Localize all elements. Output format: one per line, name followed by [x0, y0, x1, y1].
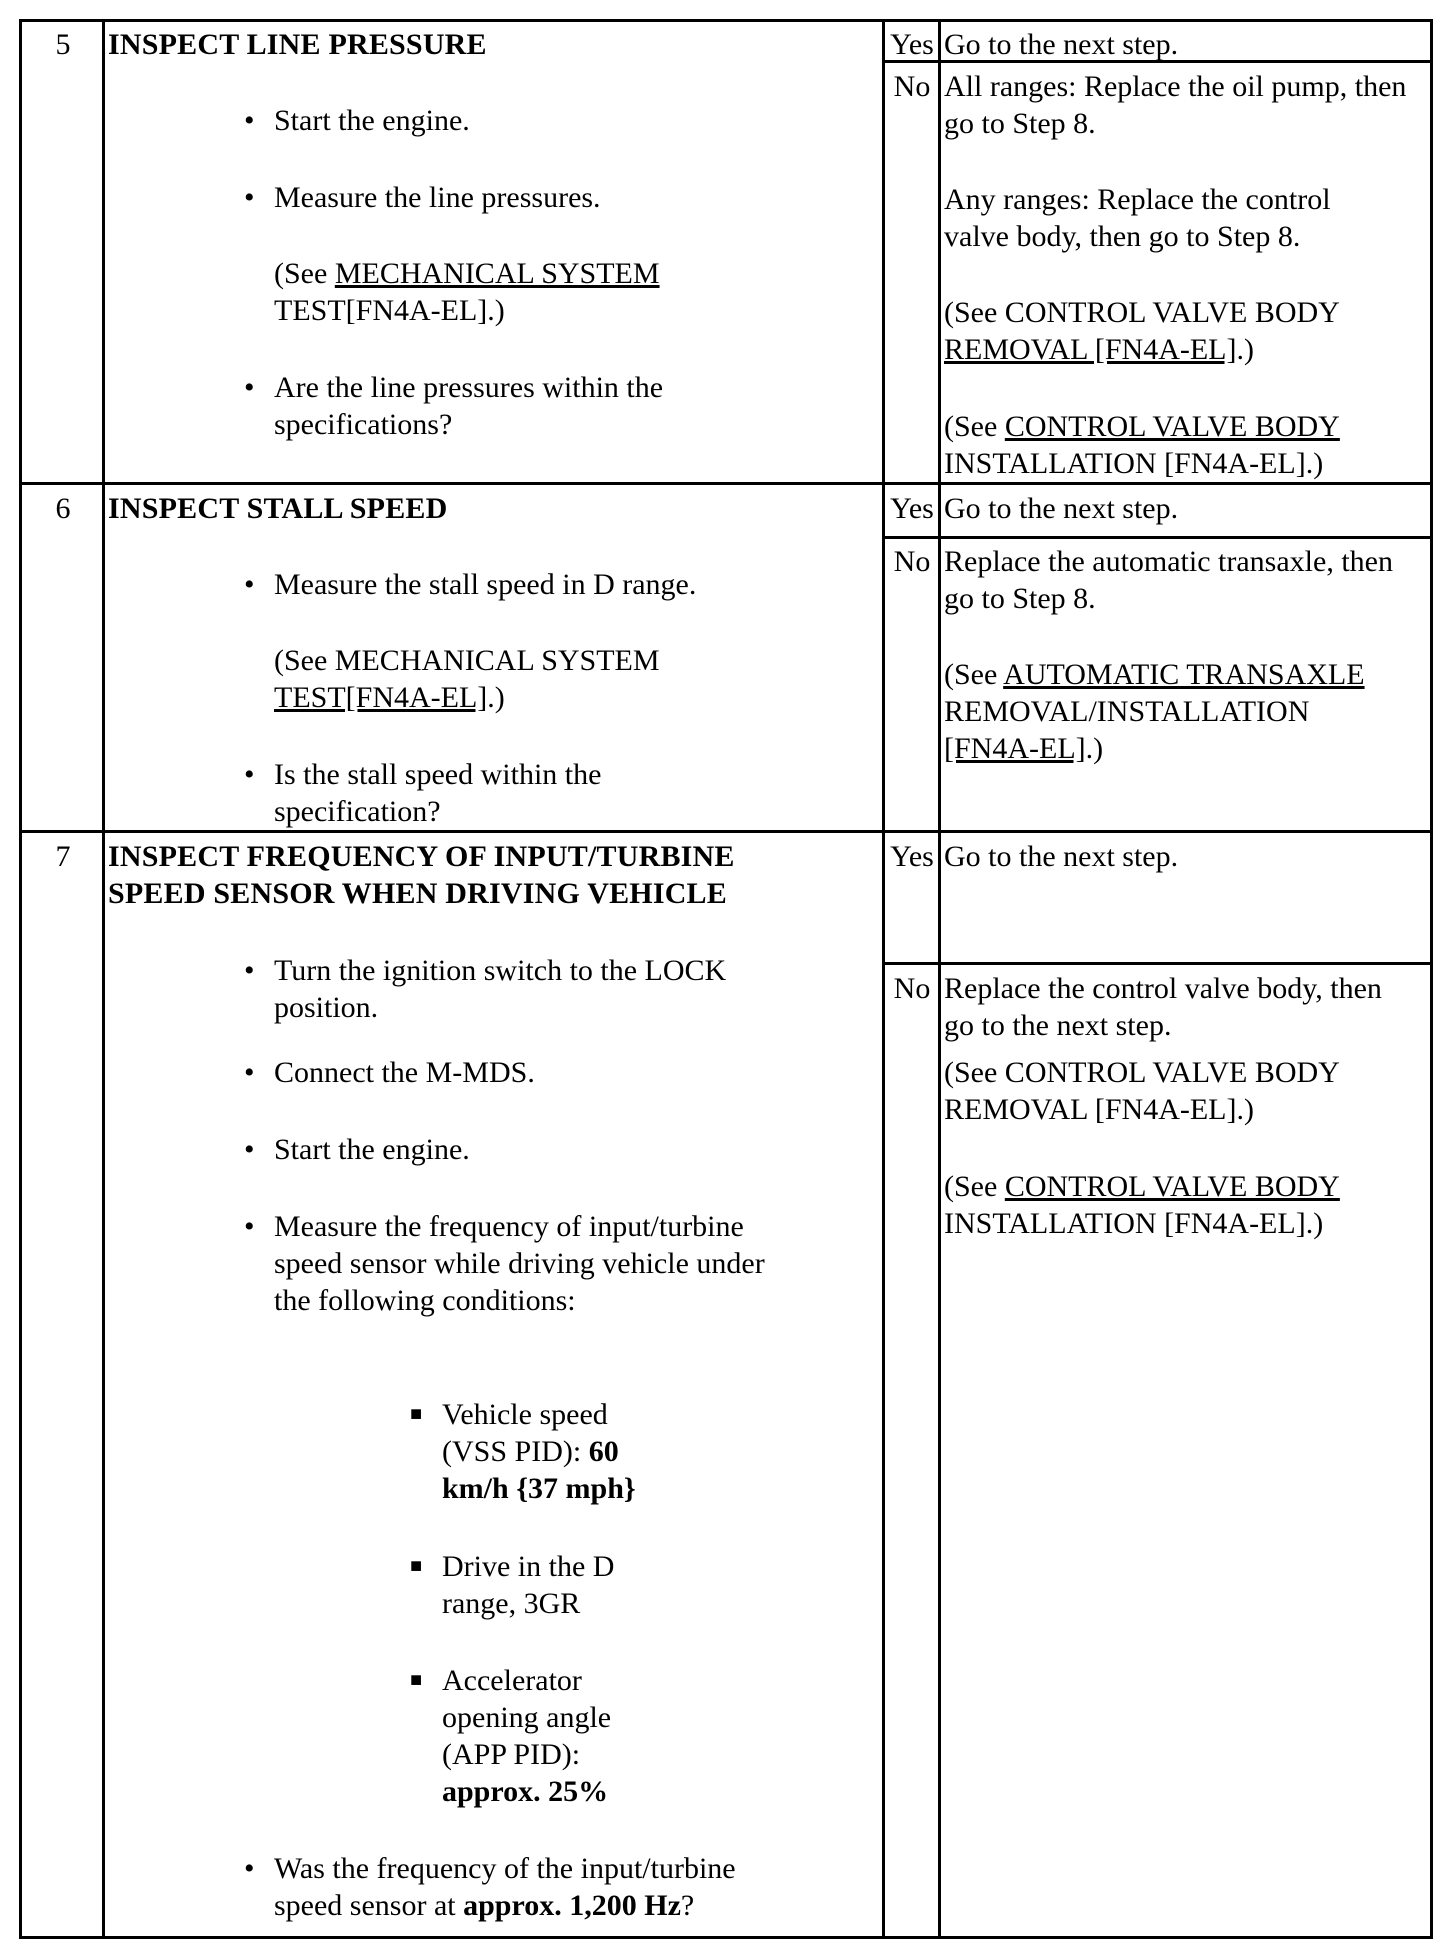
- no-action: Any ranges: Replace the control valve body, then go to Step 8.: [944, 183, 1331, 253]
- automatic-transaxle-link[interactable]: AUTOMATIC TRANSAXLE: [1003, 658, 1365, 691]
- action-item: • Start the engine.: [244, 1133, 470, 1166]
- bullet-icon: •: [244, 181, 255, 214]
- square-bullet-icon: ■: [410, 1669, 423, 1691]
- step-number: 7: [55, 840, 71, 873]
- action-item: • Measure the line pressures.: [244, 181, 601, 214]
- step-number: 5: [55, 28, 71, 61]
- yes-label: Yes: [890, 492, 934, 525]
- condition-item: ■ Accelerator opening angle (APP PID): approx. 25%: [410, 1664, 612, 1808]
- action-item: • Was the frequency of the input/turbine speed sensor at approx. 1,200 Hz?: [244, 1852, 736, 1922]
- bullet-icon: •: [244, 1210, 255, 1243]
- step-title: INSPECT FREQUENCY OF INPUT/TURBINE SPEED SENSOR WHEN DRIVING VEHICLE: [108, 840, 735, 910]
- step-title: INSPECT LINE PRESSURE: [108, 28, 487, 61]
- divider-row-6-7: [19, 830, 1433, 833]
- yes-label: Yes: [890, 28, 934, 61]
- step-title: INSPECT STALL SPEED: [108, 492, 448, 525]
- action-item: • Turn the ignition switch to the LOCK position.: [244, 954, 727, 1024]
- no-reference: (See CONTROL VALVE BODY REMOVAL [FN4A-EL].): [944, 1056, 1340, 1126]
- action-item: • Measure the stall speed in D range.: [244, 568, 697, 601]
- yes-label: Yes: [890, 840, 934, 873]
- action-item: • Are the line pressures within the specifications?: [244, 371, 664, 441]
- divider-yesno-7: [882, 962, 1433, 965]
- square-bullet-icon: ■: [410, 1555, 423, 1577]
- no-reference: (See CONTROL VALVE BODY INSTALLATION [FN4A-EL].): [944, 1170, 1340, 1240]
- no-reference: (See AUTOMATIC TRANSAXLE REMOVAL/INSTALLATION [FN4A-EL].): [944, 658, 1365, 765]
- yes-action: Go to the next step.: [944, 840, 1179, 873]
- condition-item: ■ Drive in the D range, 3GR: [410, 1550, 615, 1620]
- condition-item: ■ Vehicle speed (VSS PID): 60 km/h {37 mph}: [410, 1398, 636, 1505]
- action-item: • Connect the M-MDS.: [244, 1056, 535, 1089]
- no-reference: (See CONTROL VALVE BODY INSTALLATION [FN4A-EL].): [944, 410, 1340, 480]
- step-number: 6: [55, 492, 71, 525]
- yes-action: Go to the next step.: [944, 28, 1179, 61]
- bullet-icon: •: [244, 954, 255, 987]
- control-valve-body-removal-link[interactable]: REMOVAL [FN4A-EL]: [944, 333, 1237, 366]
- bullet-icon: •: [244, 1852, 255, 1885]
- reference: (See MECHANICAL SYSTEM TEST[FN4A-EL].): [274, 644, 660, 714]
- yes-action: Go to the next step.: [944, 492, 1179, 525]
- mechanical-system-test-link[interactable]: TEST[FN4A-EL]: [274, 681, 488, 714]
- fn4a-el-link[interactable]: [FN4A-EL]: [944, 732, 1086, 765]
- bullet-icon: •: [244, 568, 255, 601]
- reference: (See MECHANICAL SYSTEM TEST[FN4A-EL].): [274, 257, 660, 327]
- action-item: • Measure the frequency of input/turbine speed sensor while driving vehicle under the following conditions:: [244, 1210, 765, 1317]
- bullet-icon: •: [244, 758, 255, 791]
- square-bullet-icon: ■: [410, 1403, 423, 1425]
- bullet-icon: •: [244, 1133, 255, 1166]
- bullet-icon: •: [244, 371, 255, 404]
- mechanical-system-test-link[interactable]: MECHANICAL SYSTEM: [334, 257, 660, 290]
- no-action: Replace the control valve body, then go to the next step.: [944, 972, 1382, 1042]
- no-label: No: [893, 545, 931, 578]
- no-reference: (See CONTROL VALVE BODY REMOVAL [FN4A-EL].): [944, 296, 1340, 366]
- no-label: No: [893, 70, 931, 103]
- control-valve-body-installation-link[interactable]: CONTROL VALVE BODY: [1004, 1170, 1340, 1203]
- bullet-icon: •: [244, 104, 255, 137]
- no-action: Replace the automatic transaxle, then go to Step 8.: [944, 545, 1393, 615]
- divider-yesno-6: [882, 536, 1433, 539]
- no-action: All ranges: Replace the oil pump, then go to Step 8.: [944, 70, 1407, 140]
- action-item: • Start the engine.: [244, 104, 470, 137]
- bullet-icon: •: [244, 1056, 255, 1089]
- action-item: • Is the stall speed within the specification?: [244, 758, 602, 828]
- no-label: No: [893, 972, 931, 1005]
- divider-col-number: [102, 19, 105, 1939]
- control-valve-body-installation-link[interactable]: CONTROL VALVE BODY: [1004, 410, 1340, 443]
- divider-row-5-6: [19, 482, 1433, 485]
